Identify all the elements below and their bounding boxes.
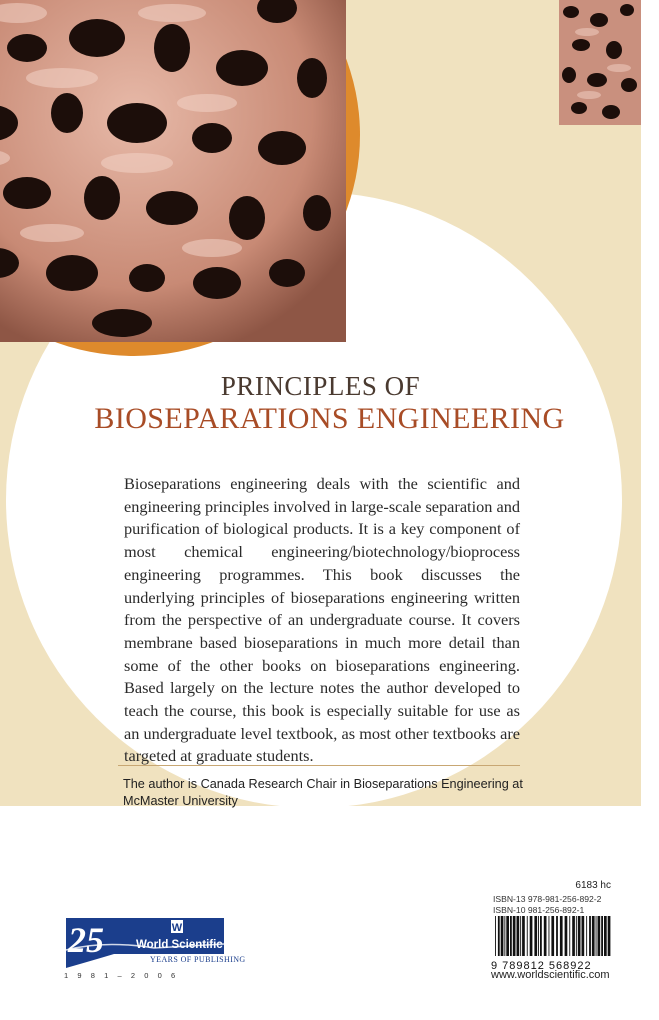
barcode-bar: [551, 916, 554, 956]
barcode-digits: 9 789812 568922: [491, 960, 592, 972]
barcode-bar: [501, 916, 504, 956]
barcode-bar: [544, 916, 547, 956]
barcode-bar: [517, 916, 520, 956]
barcode-bar: [498, 916, 500, 956]
barcode-bar: [569, 916, 570, 956]
divider-rule: [118, 765, 520, 766]
isbn-10: ISBN-10 981-256-892-1: [493, 905, 585, 915]
barcode-bar: [586, 916, 587, 956]
barcode-bar: [510, 916, 512, 956]
barcode-bar: [582, 916, 585, 956]
book-description: Bioseparations engineering deals with the scientific and engineering principles involved in large-scale separation and purification of biological products. It is a key component of most chemical engineering/biotechnology/bioprocess engineering programmes. This book discusses the underlying principles of bioseparations engineering written from the perspective of an undergraduate course. It covers membrane based bioseparations in much more detail than some of the other books on bioseparations engineering. Based largely on the lecture notes the author developed to teach the course, this book is especially suitable for use as an undergraduate level textbook, as most other textbooks are targeted at graduate students.: [124, 474, 520, 766]
barcode-bar: [578, 916, 581, 956]
barcode-bar: [527, 916, 528, 956]
publisher-website: www.worldscientific.com: [491, 969, 610, 981]
publisher-years: 1981–2006: [64, 971, 185, 980]
barcode-bar: [598, 916, 601, 956]
barcode-bar: [589, 916, 591, 956]
barcode-bar: [592, 916, 595, 956]
anniversary-number: 25: [68, 920, 104, 960]
barcode-bar: [522, 916, 525, 956]
barcode-bar: [530, 916, 533, 956]
barcode-bar: [538, 916, 539, 956]
barcode-bar: [504, 916, 505, 956]
barcode-bar: [556, 916, 558, 956]
barcode-bar: [540, 916, 542, 956]
svg-text:W: W: [171, 922, 183, 934]
isbn-13: ISBN-13 978-981-256-892-2: [493, 894, 602, 904]
author-note: The author is Canada Research Chair in Bioseparations Engineering at McMaster University: [123, 777, 523, 808]
barcode-bar: [513, 916, 516, 956]
barcode-bar: [495, 916, 496, 956]
barcode-bar: [520, 916, 521, 956]
barcode-bar: [608, 916, 611, 956]
product-code: 6183 hc: [575, 880, 611, 891]
barcode-bar: [534, 916, 537, 956]
barcode-bar: [506, 916, 509, 956]
publisher-tagline: YEARS OF PUBLISHING: [150, 955, 246, 964]
barcode-bar: [601, 916, 603, 956]
book-title-line-2: BIOSEPARATIONS ENGINEERING: [94, 402, 565, 435]
barcode-bar: [549, 916, 550, 956]
barcode-bar: [596, 916, 597, 956]
corner-thumbnail-image: [559, 0, 641, 125]
book-title-line-1: PRINCIPLES OF: [220, 371, 421, 401]
barcode-bars: [491, 916, 610, 956]
barcode-bar: [565, 916, 568, 956]
barcode-bar: [572, 916, 575, 956]
publisher-name: World Scientific: [136, 939, 223, 951]
barcode-bar: [576, 916, 577, 956]
barcode: [491, 916, 610, 972]
barcode-bar: [560, 916, 563, 956]
barcode-bar: [604, 916, 607, 956]
porous-membrane-image: [0, 0, 346, 342]
cover-photo-circle: [0, 0, 360, 356]
